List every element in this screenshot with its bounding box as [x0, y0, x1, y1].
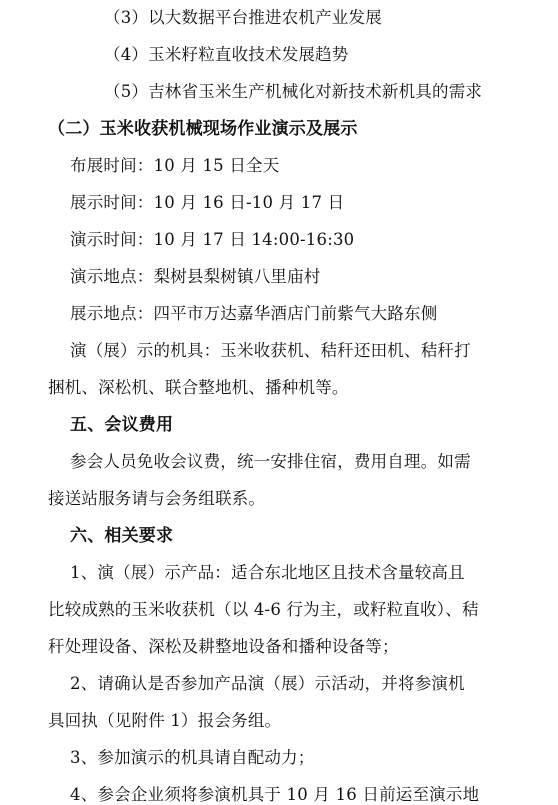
- list-item-5: （5）吉林省玉米生产机械化对新技术新机具的需求: [104, 82, 483, 101]
- fees-paragraph: 参会人员免收会议费，统一安排住宿，费用自理。如需: [70, 452, 471, 471]
- requirement-3: 3、参加演示的机具请自配动力；: [70, 748, 315, 767]
- display-location: 展示地点：四平市万达嘉华酒店门前紫气大路东侧: [70, 304, 438, 323]
- setup-time: 布展时间：10 月 15 日全天: [70, 156, 280, 175]
- requirement-2-cont: 具回执（见附件 1）报会务组。: [48, 711, 282, 730]
- list-item-3: （3）以大数据平台推进农机产业发展: [104, 8, 382, 27]
- demo-location: 演示地点：梨树县梨树镇八里庙村: [70, 267, 321, 286]
- requirement-1-cont2: 秆处理设备、深松及耕整地设备和播种设备等；: [48, 637, 399, 656]
- section-heading-requirements: 六、相关要求: [70, 526, 174, 546]
- requirement-1: 1、演（展）示产品：适合东北地区且技术含量较高且: [70, 563, 465, 582]
- demo-time: 演示时间：10 月 17 日 14:00-16:30: [70, 230, 355, 249]
- display-time: 展示时间：10 月 16 日-10 月 17 日: [70, 193, 345, 212]
- requirement-4: 4、参会企业须将参演机具于 10 月 16 日前运至演示地: [70, 785, 480, 804]
- section-heading-demo: （二）玉米收获机械现场作业演示及展示: [48, 119, 358, 139]
- requirement-2: 2、请确认是否参加产品演（展）示活动，并将参演机: [70, 674, 465, 693]
- requirement-1-cont: 比较成熟的玉米收获机（以 4-6 行为主，或籽粒直收）、秸: [48, 600, 479, 619]
- section-heading-fees: 五、会议费用: [70, 415, 174, 435]
- machinery-paragraph-cont: 捆机、深松机、联合整地机、播种机等。: [48, 378, 349, 397]
- fees-paragraph-cont: 接送站服务请与会务组联系。: [48, 489, 266, 508]
- machinery-paragraph: 演（展）示的机具：玉米收获机、秸秆还田机、秸秆打: [70, 341, 471, 360]
- list-item-4: （4）玉米籽粒直收技术发展趋势: [104, 45, 349, 64]
